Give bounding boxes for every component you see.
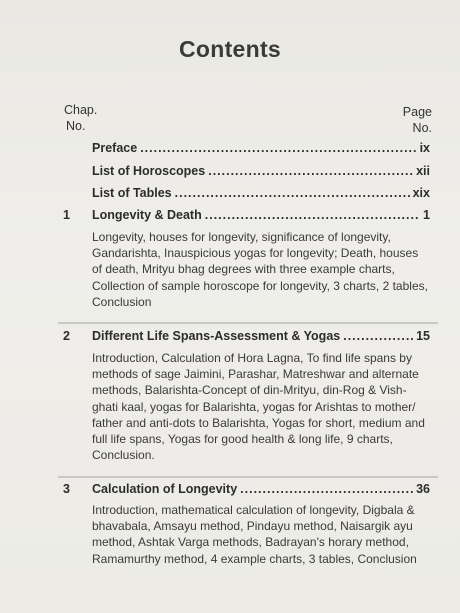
toc-entry-page: 36	[416, 482, 430, 496]
chapter-3-description: Introduction, mathematical calculation of longevity, Digbala & bhavabala, Amsayu method, Pindayu method, Naisargik ayu method, Ashtak Varga methods, Badrayan's horary method, Ramamurthy method, 4 example charts, 3 tables, Conclusion	[92, 503, 417, 566]
page-number-header	[403, 104, 432, 136]
page-header-line-2: No.	[412, 121, 432, 135]
chapter-number-header	[64, 102, 97, 134]
chap-header-line-1: Chap.	[64, 103, 98, 117]
leader-dots	[205, 208, 420, 222]
page-header-line-1: Page	[402, 105, 432, 119]
chapter-number: 3	[63, 482, 70, 496]
section-divider	[58, 476, 438, 478]
toc-entry-page: ix	[419, 141, 430, 155]
toc-entry-page: 15	[416, 329, 430, 343]
toc-entry-page: 1	[423, 208, 430, 222]
leader-dots	[208, 164, 413, 178]
toc-entry-chapter-3[interactable]	[63, 482, 430, 500]
toc-entry-chapter-2[interactable]	[63, 329, 430, 347]
toc-entry-page: xii	[416, 164, 430, 178]
toc-entry-page: xix	[412, 186, 430, 200]
toc-entry-list-of-horoscopes[interactable]	[92, 164, 430, 182]
chapter-number: 1	[63, 208, 70, 222]
chapter-1-description: Longevity, houses for longevity, significance of longevity, Gandarishta, Inauspicious yogas for longevity; Death, houses of death, Mrityu bhag degrees with three example charts, Collection of sample horoscope for longevity, 3 charts, 2 tables, Conclusion	[92, 230, 428, 309]
chapter-2-description: Introduction, Calculation of Hora Lagna, To find life spans by methods of sage Jaimini, Parashar, Matreshwar and alternate methods, Balarishta-Concept of din-Mrityu, din-Rog & Vish-ghati kaal, yogas for Balarishta, yogas for Arishtas to mother/ father and anti-dots to Balarishta, Yogas for short, medium and full life spans, Yogas for good health & long life, 9 charts, Conclusion.	[92, 351, 425, 463]
toc-entry-label: Different Life Spans-Assessment & Yogas	[92, 329, 341, 343]
chapter-number: 2	[63, 329, 70, 343]
toc-entry-label: Preface	[92, 141, 138, 155]
leader-dots	[240, 482, 413, 496]
toc-entry-label: Longevity & Death	[92, 208, 202, 222]
toc-entry-label: Calculation of Longevity	[92, 482, 238, 496]
leader-dots	[175, 186, 410, 200]
toc-entry-label: List of Horoscopes	[92, 164, 206, 178]
show-through-text	[60, 4, 420, 26]
toc-entry-label: List of Tables	[92, 186, 172, 200]
leader-dots	[343, 329, 413, 343]
leader-dots	[140, 141, 416, 155]
page-title: Contents	[178, 36, 282, 62]
chap-header-line-2: No.	[66, 119, 86, 133]
section-divider	[58, 322, 438, 324]
toc-entry-chapter-1[interactable]	[63, 208, 430, 226]
toc-entry-list-of-tables[interactable]	[92, 186, 430, 204]
toc-entry-preface[interactable]	[92, 141, 430, 159]
